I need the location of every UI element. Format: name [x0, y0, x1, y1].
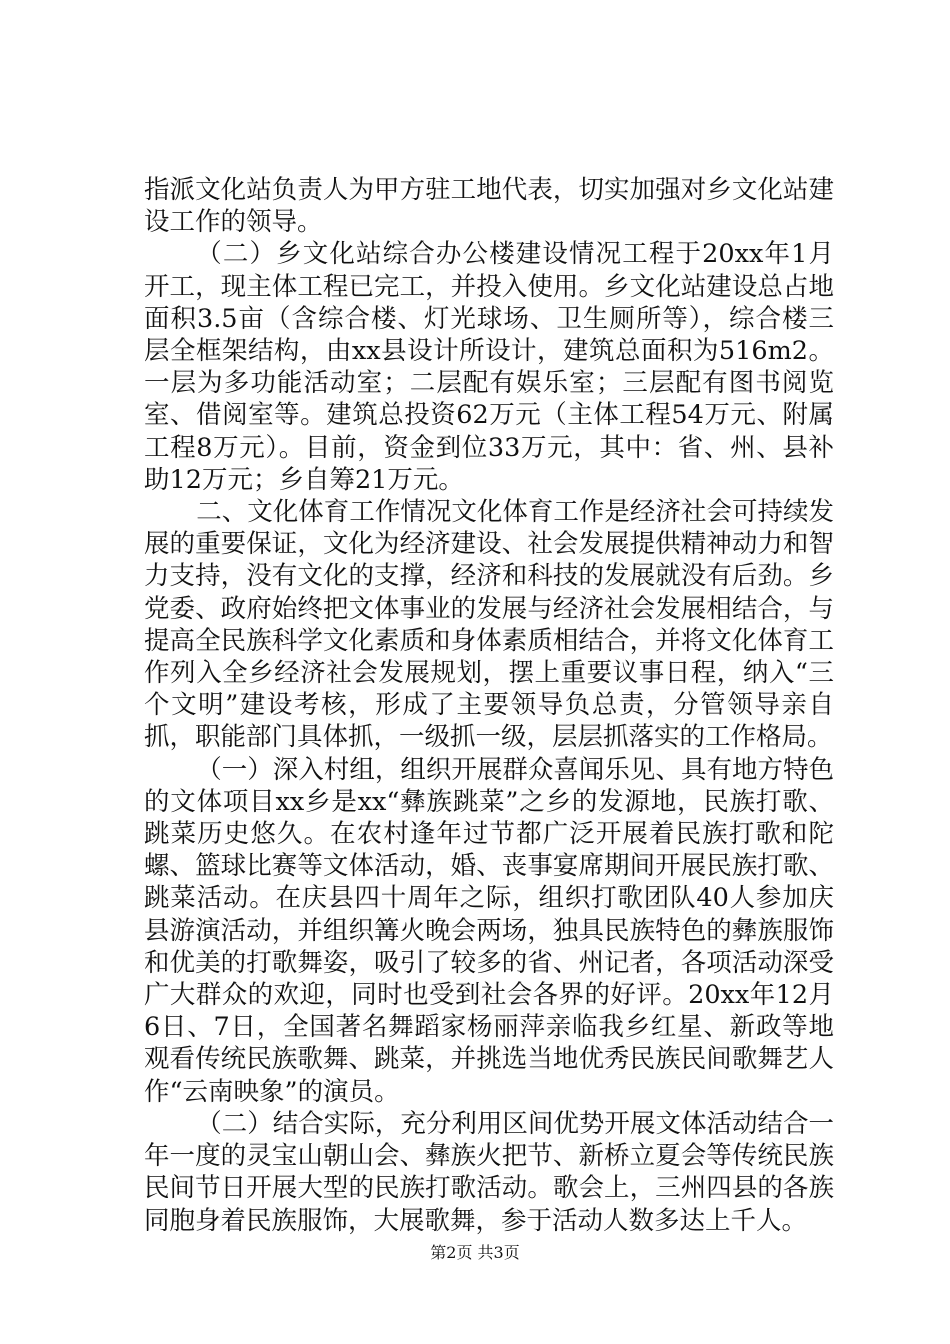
- page-number-footer: 第2页 共3页: [430, 1243, 520, 1262]
- document-body: [144, 174, 834, 1237]
- paragraph-culture-sports-overview: 二、文化体育工作情况文化体育工作是经济社会可持续发展的重要保证，文化为经济建设、社会发展提供精神动力和智力支持，没有文化的支撑，经济和科技的发展就没有后劲。乡党委、政府始终把文体事业的发展与经济社会发展相结合，与提高全民族科学文化素质和身体素质相结合，并将文化体育工作列入全乡经济社会发展规划，摆上重要议事日程，纳入“三个文明”建设考核，形成了主要领导负总责，分管领导亲自抓，职能部门具体抓，一级抓一级，层层抓落实的工作格局。: [144, 497, 834, 753]
- paragraph-village-activities: （一）深入村组，组织开展群众喜闻乐见、具有地方特色的文体项目xx乡是xx“彝族跳菜”之乡的发源地，民族打歌、跳菜历史悠久。在农村逢年过节都广泛开展着民族打歌和陀螺、篮球比赛等文体活动，婚、丧事宴席期间开展民族打歌、跳菜活动。在庆县四十周年之际，组织打歌团队40人参加庆县游演活动，并组织篝火晚会两场，独具民族特色的彝族服饰和优美的打歌舞姿，吸引了较多的省、州记者，各项活动深受广大群众的欢迎，同时也受到社会各界的好评。20xx年12月6日、7日，全国著名舞蹈家杨丽萍亲临我乡红星、新政等地观看传统民族歌舞、跳菜，并挑选当地优秀民族民间歌舞艺人作“云南映象”的演员。: [144, 754, 834, 1107]
- paragraph-continuation: 指派文化站负责人为甲方驻工地代表，切实加强对乡文化站建设工作的领导。: [144, 175, 834, 238]
- paragraph-office-building: （二）乡文化站综合办公楼建设情况工程于20xx年1月开工，现主体工程已完工，并投入使用。乡文化站建设总占地面积3.5亩（含综合楼、灯光球场、卫生厕所等），综合楼三层全框架结构，由xx县设计所设计，建筑总面积为516m2。一层为多功能活动室；二层配有娱乐室；三层配有图书阅览室、借阅室等。建筑总投资62万元（主体工程54万元、附属工程8万元）。目前，资金到位33万元，其中：省、州、县补助12万元；乡自筹21万元。: [144, 239, 834, 495]
- paragraph-festival-activities: （二）结合实际，充分利用区间优势开展文体活动结合一年一度的灵宝山朝山会、彝族火把节、新桥立夏会等传统民族民间节日开展大型的民族打歌活动。歌会上，三州四县的各族同胞身着民族服饰，大展歌舞，参于活动人数多达上千人。: [144, 1108, 834, 1236]
